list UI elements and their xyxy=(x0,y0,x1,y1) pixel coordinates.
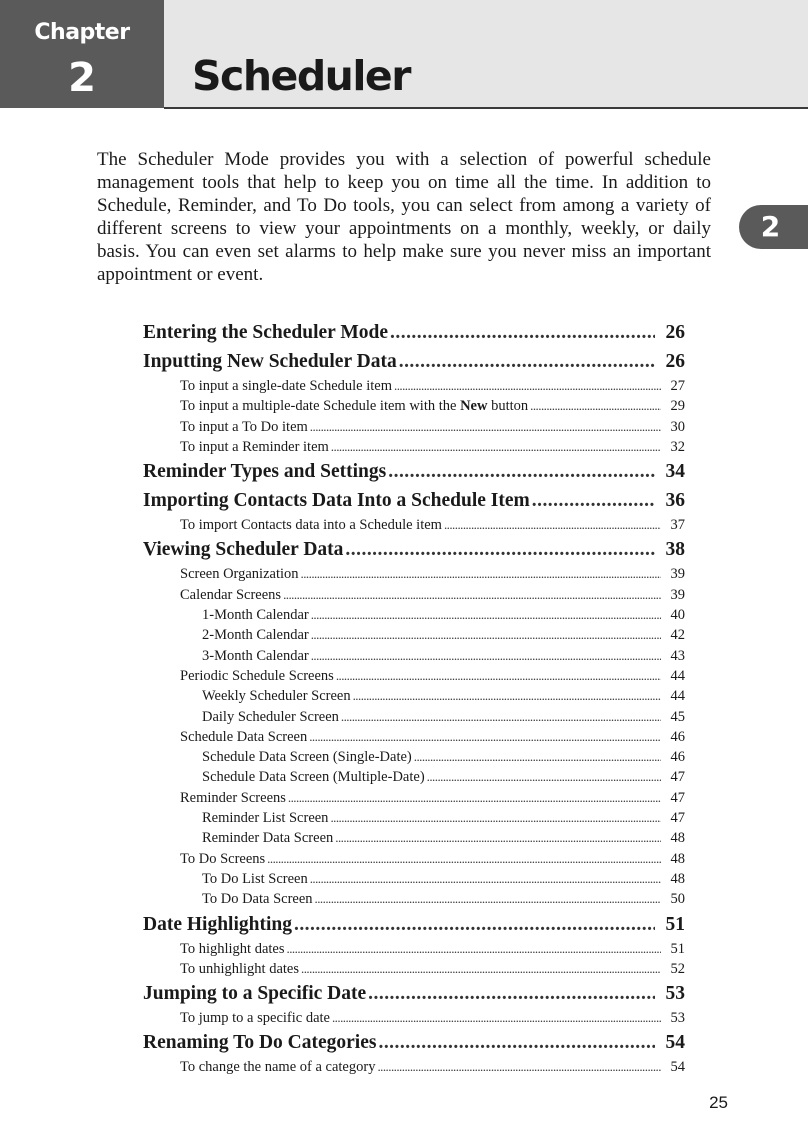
toc-leader-dots xyxy=(399,347,655,376)
toc-page-number: 38 xyxy=(665,539,685,561)
toc-page-number: 44 xyxy=(670,688,685,705)
toc-entry-title xyxy=(143,318,388,347)
toc-title-text: To Do Screens xyxy=(180,850,266,867)
toc-title-text: 3-Month Calendar xyxy=(202,647,309,664)
toc-page-number: 54 xyxy=(665,1032,685,1054)
toc-page-number: 39 xyxy=(670,566,685,583)
toc-page-number: 48 xyxy=(670,830,685,847)
toc-entry-level-3[interactable] xyxy=(143,707,685,727)
toc-title-text: Reminder Screens xyxy=(180,789,286,806)
toc-page-number: 53 xyxy=(665,983,685,1005)
toc-entry-title xyxy=(143,1028,376,1057)
toc-leader-dots xyxy=(444,515,661,535)
toc-title-bold-word: New xyxy=(460,398,488,415)
toc-title-text: 2-Month Calendar xyxy=(202,627,309,644)
toc-entry-level-1[interactable] xyxy=(143,457,685,486)
toc-entry-level-2[interactable] xyxy=(143,396,685,416)
toc-entry-title xyxy=(180,959,299,979)
toc-page-number: 47 xyxy=(670,769,685,786)
toc-leader-dots xyxy=(309,727,661,747)
toc-entry-title xyxy=(180,939,285,959)
toc-page-number: 26 xyxy=(665,322,685,343)
toc-entry-level-2[interactable] xyxy=(143,376,685,396)
toc-page-number: 51 xyxy=(665,913,685,935)
toc-entry-title xyxy=(202,707,339,727)
toc-title-text: To input a Reminder item xyxy=(180,438,329,455)
toc-page-number: 47 xyxy=(670,789,685,806)
toc-title-text: Weekly Scheduler Screen xyxy=(202,688,351,705)
toc-page-number: 44 xyxy=(670,667,685,684)
toc-entry-title xyxy=(202,686,351,706)
toc-entry-title xyxy=(143,457,386,486)
toc-page-number: 30 xyxy=(670,418,685,435)
toc-entry-title xyxy=(180,585,281,605)
toc-page-number: 43 xyxy=(670,647,685,664)
toc-leader-dots xyxy=(345,535,655,564)
toc-entry-level-3[interactable] xyxy=(143,767,685,787)
toc-entry-title xyxy=(180,564,299,584)
toc-page-number: 46 xyxy=(670,749,685,766)
toc-page-number: 37 xyxy=(670,517,685,534)
toc-title-text: Periodic Schedule Screens xyxy=(180,667,334,684)
toc-title-text: Reminder List Screen xyxy=(202,810,329,827)
toc-title-text: 1-Month Calendar xyxy=(202,607,309,624)
toc-leader-dots xyxy=(288,788,661,808)
toc-entry-level-2[interactable] xyxy=(143,1008,685,1028)
toc-entry-level-1[interactable] xyxy=(143,535,685,564)
toc-page-number: 45 xyxy=(670,708,685,725)
toc-title-text: To input a single-date Schedule item xyxy=(180,378,392,394)
toc-leader-dots xyxy=(332,1008,661,1028)
toc-leader-dots xyxy=(388,457,655,486)
toc-title-text: To input a To Do item xyxy=(180,418,308,435)
toc-leader-dots xyxy=(283,585,661,605)
toc-page-number: 47 xyxy=(670,810,685,827)
toc-entry-title xyxy=(143,535,343,564)
chapter-label: Chapter xyxy=(34,20,130,45)
toc-page-number: 54 xyxy=(670,1059,685,1076)
toc-title-text: Importing Contacts Data Into a Schedule Item xyxy=(143,490,530,512)
toc-leader-dots xyxy=(301,959,661,979)
toc-entry-level-2[interactable] xyxy=(143,939,685,959)
toc-title-text: To change the name of a category xyxy=(180,1059,376,1076)
toc-title-text: Renaming To Do Categories xyxy=(143,1032,377,1054)
toc-entry-level-2[interactable] xyxy=(143,959,685,979)
toc-leader-dots xyxy=(377,1057,661,1077)
toc-leader-dots xyxy=(311,605,661,625)
table-of-contents xyxy=(143,318,685,1078)
toc-entry-title xyxy=(202,889,313,909)
toc-entry-level-2[interactable] xyxy=(143,564,685,584)
toc-entry-level-2[interactable] xyxy=(143,727,685,747)
toc-title-text: To jump to a specific date xyxy=(180,1010,330,1027)
toc-title-text: Inputting New Scheduler Data xyxy=(143,351,397,372)
toc-entry-title xyxy=(180,1057,375,1077)
toc-entry-level-3[interactable] xyxy=(143,828,685,848)
toc-page-number: 51 xyxy=(670,940,685,957)
toc-page-number: 52 xyxy=(670,960,685,977)
toc-page-number: 48 xyxy=(670,870,685,887)
toc-page-number: 46 xyxy=(670,728,685,745)
chapter-box xyxy=(0,0,164,108)
toc-entry-level-3[interactable] xyxy=(143,605,685,625)
toc-entry-title xyxy=(143,347,397,376)
toc-entry-level-1[interactable] xyxy=(143,318,685,347)
toc-entry-level-1[interactable] xyxy=(143,910,685,939)
toc-entry-title xyxy=(180,727,307,747)
toc-page-number: 27 xyxy=(670,378,685,394)
toc-leader-dots xyxy=(341,707,661,727)
toc-leader-dots xyxy=(330,808,661,828)
toc-title-text: Viewing Scheduler Data xyxy=(143,539,344,561)
toc-entry-title xyxy=(180,396,528,416)
toc-entry-level-3[interactable] xyxy=(143,747,685,767)
toc-entry-level-2[interactable] xyxy=(143,417,685,437)
toc-entry-level-2[interactable] xyxy=(143,437,685,457)
toc-title-text: To Do List Screen xyxy=(202,870,308,887)
toc-leader-dots xyxy=(310,417,661,437)
toc-page-number: 29 xyxy=(670,398,685,415)
toc-entry-level-3[interactable] xyxy=(143,646,685,666)
toc-title-text: To highlight dates xyxy=(180,940,285,957)
toc-entry-title xyxy=(202,828,333,848)
toc-leader-dots xyxy=(394,376,661,396)
toc-entry-level-2[interactable] xyxy=(143,849,685,869)
toc-entry-level-2[interactable] xyxy=(143,1057,685,1077)
toc-leader-dots xyxy=(427,767,661,787)
toc-title-text: Reminder Types and Settings xyxy=(143,461,387,483)
toc-entry-level-1[interactable] xyxy=(143,979,685,1008)
toc-entry-level-1[interactable] xyxy=(143,486,685,515)
toc-title-text: Daily Scheduler Screen xyxy=(202,708,339,725)
toc-entry-title xyxy=(202,747,412,767)
toc-entry-title xyxy=(143,979,366,1008)
toc-leader-dots xyxy=(301,564,661,584)
toc-title-text: Schedule Data Screen (Single-Date) xyxy=(202,749,412,766)
toc-entry-title xyxy=(180,515,442,535)
toc-page-number: 48 xyxy=(670,850,685,867)
toc-leader-dots xyxy=(311,625,661,645)
toc-entry-level-3[interactable] xyxy=(143,686,685,706)
toc-leader-dots xyxy=(294,910,655,939)
toc-page-number: 40 xyxy=(670,607,685,624)
toc-entry-level-3[interactable] xyxy=(143,889,685,909)
toc-entry-level-1[interactable] xyxy=(143,1028,685,1057)
toc-entry-level-3[interactable] xyxy=(143,625,685,645)
toc-title-text: To import Contacts data into a Schedule item xyxy=(180,517,442,534)
toc-entry-title xyxy=(143,486,530,515)
side-tab-number: 2 xyxy=(760,210,781,243)
toc-entry-title xyxy=(143,910,292,939)
toc-entry-title xyxy=(180,849,265,869)
toc-title-text: Jumping to a Specific Date xyxy=(143,983,367,1005)
toc-leader-dots xyxy=(368,979,655,1008)
toc-entry-title xyxy=(180,666,334,686)
toc-entry-title xyxy=(202,646,309,666)
toc-page-number: 26 xyxy=(665,351,685,372)
toc-title-text: To input a multiple-date Schedule item with the xyxy=(180,398,461,415)
toc-leader-dots xyxy=(353,686,661,706)
toc-entry-level-2[interactable] xyxy=(143,666,685,686)
toc-title-text: Entering the Scheduler Mode xyxy=(143,322,389,343)
toc-leader-dots xyxy=(311,646,661,666)
toc-entry-level-2[interactable] xyxy=(143,788,685,808)
toc-title-text: Date Highlighting xyxy=(143,913,292,935)
toc-page-number: 39 xyxy=(670,586,685,603)
toc-entry-title xyxy=(180,417,308,437)
toc-title-suffix: button xyxy=(487,398,529,415)
toc-entry-title xyxy=(202,605,309,625)
chapter-title: Scheduler xyxy=(192,52,410,100)
intro-paragraph: The Scheduler Mode provides you with a selection of powerful schedule management tools that help to keep you on time all the time. In addition to Schedule, Reminder, and To Do tools, you can select from among a variety of different screens to view your appointments on a monthly, weekly, or daily basis. You can even set alarms to help make sure you never miss an important appointment or event. xyxy=(97,149,711,285)
toc-leader-dots xyxy=(310,869,661,889)
toc-leader-dots xyxy=(530,396,661,416)
toc-page-number: 53 xyxy=(670,1010,685,1027)
toc-leader-dots xyxy=(331,437,661,457)
toc-leader-dots xyxy=(378,1028,655,1057)
toc-entry-title xyxy=(180,437,329,457)
toc-entry-title xyxy=(180,788,286,808)
page-number: 25 xyxy=(709,1093,728,1112)
toc-leader-dots xyxy=(315,889,661,909)
toc-title-text: Schedule Data Screen xyxy=(180,728,308,745)
toc-page-number: 34 xyxy=(665,461,685,483)
toc-title-text: To unhighlight dates xyxy=(180,960,300,977)
toc-page-number: 50 xyxy=(670,891,685,908)
toc-entry-level-1[interactable] xyxy=(143,347,685,376)
toc-title-text: Screen Organization xyxy=(180,566,299,583)
toc-leader-dots xyxy=(414,747,661,767)
chapter-side-tab xyxy=(739,205,808,249)
toc-entry-level-3[interactable] xyxy=(143,808,685,828)
toc-title-text: Calendar Screens xyxy=(180,586,282,603)
toc-entry-title xyxy=(202,767,425,787)
toc-title-text: Schedule Data Screen (Multiple-Date) xyxy=(202,769,425,786)
toc-entry-title xyxy=(202,808,328,828)
toc-entry-title xyxy=(180,1008,330,1028)
toc-leader-dots xyxy=(287,939,661,959)
toc-leader-dots xyxy=(335,828,661,848)
toc-page-number: 32 xyxy=(670,438,685,455)
toc-entry-title xyxy=(180,376,392,396)
toc-entry-level-2[interactable] xyxy=(143,515,685,535)
toc-page-number: 42 xyxy=(670,627,685,644)
toc-entry-title xyxy=(202,625,309,645)
toc-leader-dots xyxy=(336,666,661,686)
toc-entry-level-2[interactable] xyxy=(143,585,685,605)
toc-leader-dots xyxy=(532,486,655,515)
toc-leader-dots xyxy=(267,849,661,869)
toc-page-number: 36 xyxy=(665,490,685,512)
toc-title-text: To Do Data Screen xyxy=(202,891,313,908)
toc-leader-dots xyxy=(390,318,655,347)
toc-entry-title xyxy=(202,869,308,889)
toc-entry-level-3[interactable] xyxy=(143,869,685,889)
chapter-number: 2 xyxy=(68,55,96,101)
title-bar xyxy=(164,0,808,109)
toc-title-text: Reminder Data Screen xyxy=(202,830,334,847)
